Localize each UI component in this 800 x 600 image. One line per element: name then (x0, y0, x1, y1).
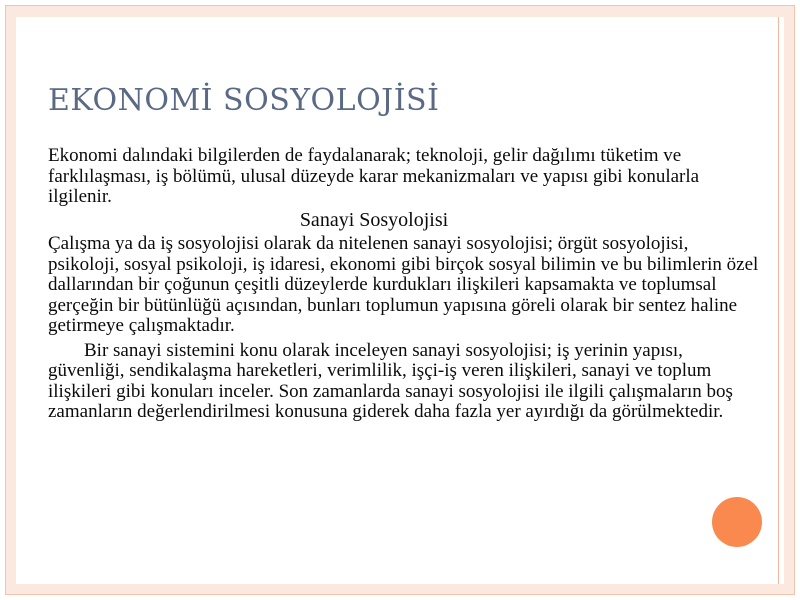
orange-circle-decoration (712, 497, 762, 547)
slide-body (48, 146, 760, 423)
paragraph-industrial-sociology-definition: Çalışma ya da iş sosyolojisi olarak da nitelenen sanayi sosyolojisi; örgüt sosyolojisi, psikoloji, sosyal psikoloji, iş idaresi, ekonomi gibi birçok sosyal bilimin ve bu bilimlerin özel dallarından bir çoğunun çeşitli düzeylerde kurdukları ilişkileri kapsamakta ve toplumsal gerçeğin bir bütünlüğü açısından, bunları toplumun yapısına göreli olarak bir sentez haline getirmeye çalışmaktadır. (48, 233, 759, 336)
paragraph-industrial-sociology-topics: Bir sanayi sistemini konu olarak inceleyen sanayi sosyolojisi; iş yerinin yapısı, güvenliği, sendikalaşma hareketleri, verimlilik, işçi-iş veren ilişkileri, sanayi ve toplum ilişkileri gibi konuları inceler. Son zamanlarda sanayi sosyolojisi ile ilgili çalışmaların boş zamanların değerlendirilmesi konusuna giderek daha fazla yer ayırdığı da görülmektedir. (48, 339, 733, 422)
subheading-industrial-sociology: Sanayi Sosyolojisi (299, 208, 449, 231)
right-accent-line (778, 17, 779, 584)
slide-title: EKONOMİ SOSYOLOJİSİ (48, 83, 440, 118)
paragraph-economy: Ekonomi dalındaki bilgilerden de faydalanarak; teknoloji, gelir dağılımı tüketim ve farklılaşması, iş bölümü, ulusal düzeyde karar mekanizmaları ve yapısı gibi konularla ilgilenir. (48, 145, 700, 207)
